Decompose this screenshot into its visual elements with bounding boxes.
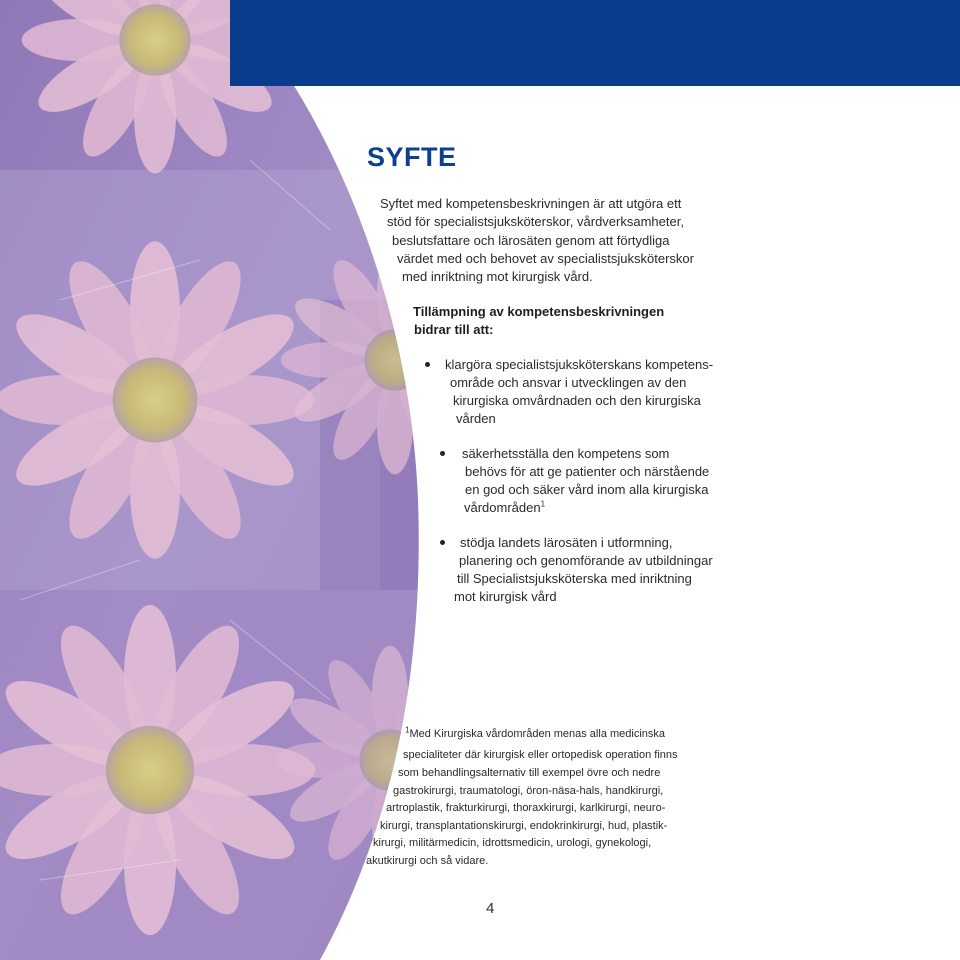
heading-line: bidrar till att: [414,322,494,337]
item-line: vården [456,411,496,426]
item-line: till Specialistsjuksköterska med inriktning [457,571,692,586]
intro-line: Syftet med kompetensbeskrivningen är att utgöra ett [380,196,682,211]
footnote-line: specialiteter där kirurgisk eller ortopedisk operation finns [403,749,678,761]
intro-line: beslutsfattare och lärosäten genom att förtydliga [392,233,670,248]
bullet-marker [425,362,430,367]
footnote-line: gastrokirurgi, traumatologi, öron-näsa-hals, handkirurgi, [393,785,664,797]
item-line: planering och genomförande av utbildningar [459,553,713,568]
footnote-marker: 1 [405,725,410,735]
footnote-line: som behandlingsalternativ till exempel övre och nedre [398,767,661,779]
page-title: SYFTE [367,142,457,172]
intro-line: värdet med och behovet av specialistsjuksköterskor [397,251,694,266]
item-line: en god och säker vård inom alla kirurgiska [465,482,709,497]
footnote-reference: 1 [540,499,546,509]
item-line: kirurgiska omvårdnaden och den kirurgiska [453,393,701,408]
header-accent-bar [230,0,960,86]
item-line: vårdområden$^1$ [464,499,546,515]
item-line: område och ansvar i utvecklingen av den [450,375,687,390]
footnote-line: artroplastik, frakturkirurgi, thoraxkirurgi, karlkirurgi, neuro- [386,802,666,814]
footnote-line: $^1$Med Kirurgiska vårdområden menas alla medicinska [405,725,666,740]
footnote-line: kirurgi, transplantationskirurgi, endokrinkirurgi, hud, plastik- [380,820,668,832]
item-line: säkerhetsställa den kompetens som [462,446,670,461]
item-line: behövs för att ge patienter och närstående [465,464,710,479]
intro-line: med inriktning mot kirurgisk vård. [402,269,593,284]
footnote-line: akutkirurgi och så vidare. [366,855,489,867]
bullet-marker [440,451,445,456]
page-number: 4 [486,900,495,917]
intro-line: stöd för specialistsjuksköterskor, vårdverksamheter, [387,214,684,229]
bullet-marker [440,540,445,545]
heading-line: Tillämpning av kompetensbeskrivningen [413,304,665,319]
footnote-line: kirurgi, militärmedicin, idrottsmedicin, urologi, gynekologi, [373,837,652,849]
item-line: mot kirurgisk vård [454,589,557,604]
item-line: klargöra specialistsjuksköterskans kompetens- [445,357,714,372]
item-line: stödja landets lärosäten i utformning, [460,535,673,550]
